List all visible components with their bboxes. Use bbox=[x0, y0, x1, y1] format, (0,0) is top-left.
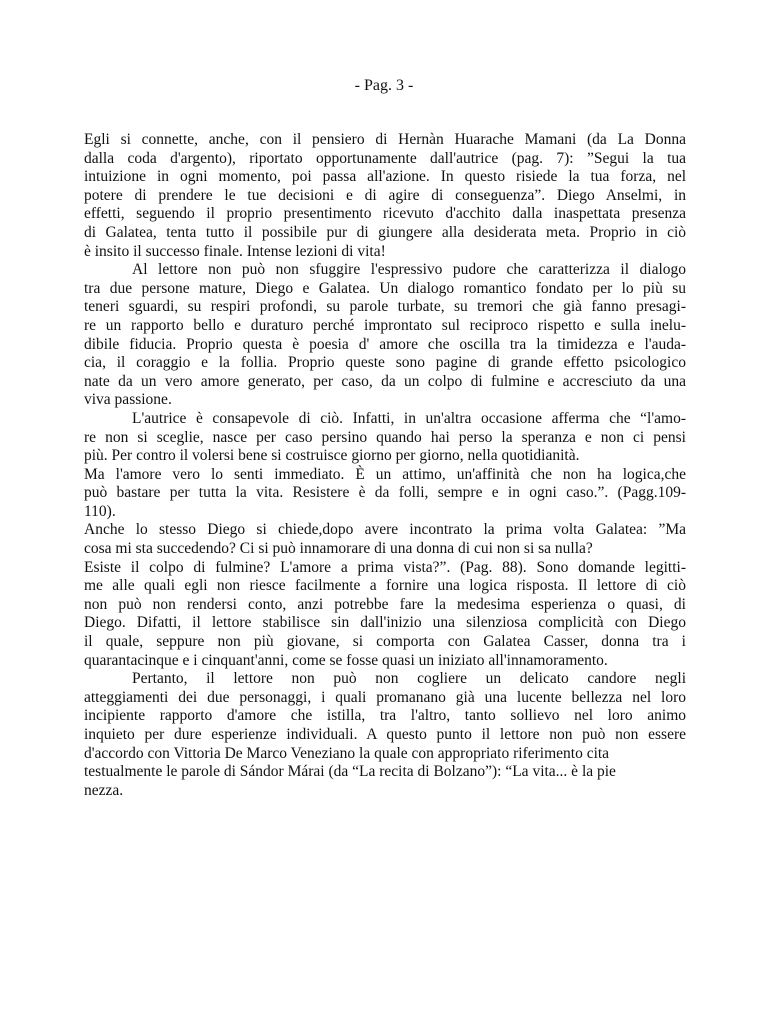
text-line: dibile fiducia. Proprio questa è poesia d' amore che oscilla tra la timidezza e l'auda- bbox=[84, 335, 686, 353]
text-line: inquieto per dure esperienze individuali. A questo punto il lettore non può non essere bbox=[84, 726, 686, 743]
text-line: è insito il successo finale. Intense lezioni di vita! bbox=[84, 242, 386, 260]
text-line: non può non rendersi conto, anzi potrebbe fare la medesima esperienza o quasi, di bbox=[84, 595, 686, 613]
text-line: Pertanto, il lettore non può non cogliere un delicato candore negli bbox=[132, 670, 686, 688]
text-line: più. Per contro il volersi bene si costruisce giorno per giorno, nella quotidianità. bbox=[84, 447, 580, 465]
text-line: quarantacinque e i cinquant'anni, come se fosse quasi un iniziato all'innamoramento. bbox=[84, 651, 608, 669]
text-line: il quale, seppure non più giovane, si comporta con Galatea Casser, donna tra i bbox=[84, 633, 686, 651]
text-line: Al lettore non può non sfuggire l'espressivo pudore che caratterizza il dialogo bbox=[132, 261, 686, 279]
text-line: Diego. Difatti, il lettore stabilisce sin dall'inizio una silenziosa complicità con Diego bbox=[84, 614, 686, 632]
paragraph bbox=[84, 261, 686, 410]
text-line: nate da un vero amore generato, per caso, da un colpo di fulmine e accresciuto da una bbox=[84, 372, 686, 390]
text-line: effetti, seguendo il proprio presentimento ricevuto d'acchito dalla inaspettata presenza bbox=[84, 205, 686, 223]
text-line: cosa mi sta succedendo? Ci si può innamorare di una donna di cui non si sa nulla? bbox=[84, 540, 593, 558]
body-text bbox=[84, 131, 686, 800]
text-line: Egli si connette, anche, con il pensiero di Hernàn Huarache Mamani (da La Donna bbox=[84, 131, 686, 148]
paragraph bbox=[84, 131, 686, 261]
text-line: L'autrice è consapevole di ciò. Infatti, in un'altra occasione afferma che “l'amo- bbox=[132, 409, 686, 427]
text-line: cia, il coraggio e la follia. Proprio queste sono pagine di grande effetto psicologico bbox=[84, 354, 686, 372]
text-line: potere di prendere le tue decisioni e di agire di conseguenza”. Diego Anselmi, in bbox=[84, 186, 686, 204]
text-line: me alle quali egli non riesce facilmente a fornire una logica risposta. Il lettore di ciò bbox=[84, 577, 686, 595]
text-line: viva passione. bbox=[84, 391, 172, 409]
text-line: teneri sguardi, su respiri profondi, su parole turbate, su tremori che già fanno presagi- bbox=[84, 298, 686, 316]
text-line: incipiente rapporto d'amore che istilla, tra l'altro, tanto sollievo nel loro animo bbox=[84, 707, 686, 725]
text-line: testualmente le parole di Sándor Márai (da “La recita di Bolzano”): “La vita... è la pie bbox=[84, 763, 616, 781]
text-line: tra due persone mature, Diego e Galatea. Un dialogo romantico fondato per lo più su bbox=[84, 279, 686, 297]
text-line: atteggiamenti dei due personaggi, i quali promanano già una lucente bellezza nel loro bbox=[84, 688, 686, 706]
text-line: re non si sceglie, nasce per caso persino quando hai perso la speranza e non ci pensi bbox=[84, 428, 686, 446]
text-line: d'accordo con Vittoria De Marco Veneziano la quale con appropriato riferimento cita bbox=[84, 744, 610, 762]
paragraph bbox=[84, 410, 686, 522]
text-line: Anche lo stesso Diego si chiede,dopo avere incontrato la prima volta Galatea: ”Ma bbox=[84, 521, 686, 539]
paragraph bbox=[84, 521, 686, 670]
page-number: - Pag. 3 - bbox=[354, 77, 414, 94]
text-line: re un rapporto bello e duraturo perché improntato sul reciproco rispetto e sulla inelu- bbox=[84, 316, 686, 334]
text-line: nezza. bbox=[84, 781, 124, 799]
paragraph bbox=[84, 670, 686, 800]
text-line: di Galatea, tenta tutto il possibile pur di giungere alla desiderata meta. Proprio in ciò bbox=[84, 223, 686, 241]
text-line: Esiste il colpo di fulmine? L'amore a prima vista?”. (Pag. 88). Sono domande legitti- bbox=[84, 558, 686, 576]
text-line: intuizione in ogni momento, poi passa all'azione. In questo risiede la tua forza, nel bbox=[84, 168, 686, 186]
text-line: Ma l'amore vero lo senti immediato. È un attimo, un'affinità che non ha logica,che bbox=[84, 465, 686, 483]
text-line: dalla coda d'argento), riportato opportunamente dall'autrice (pag. 7): ”Segui la tua bbox=[84, 149, 686, 167]
text-line: può bastare per tutta la vita. Resistere è da folli, sempre e in ogni caso.”. (Pagg.109- bbox=[84, 484, 686, 502]
text-line: 110). bbox=[84, 502, 116, 520]
